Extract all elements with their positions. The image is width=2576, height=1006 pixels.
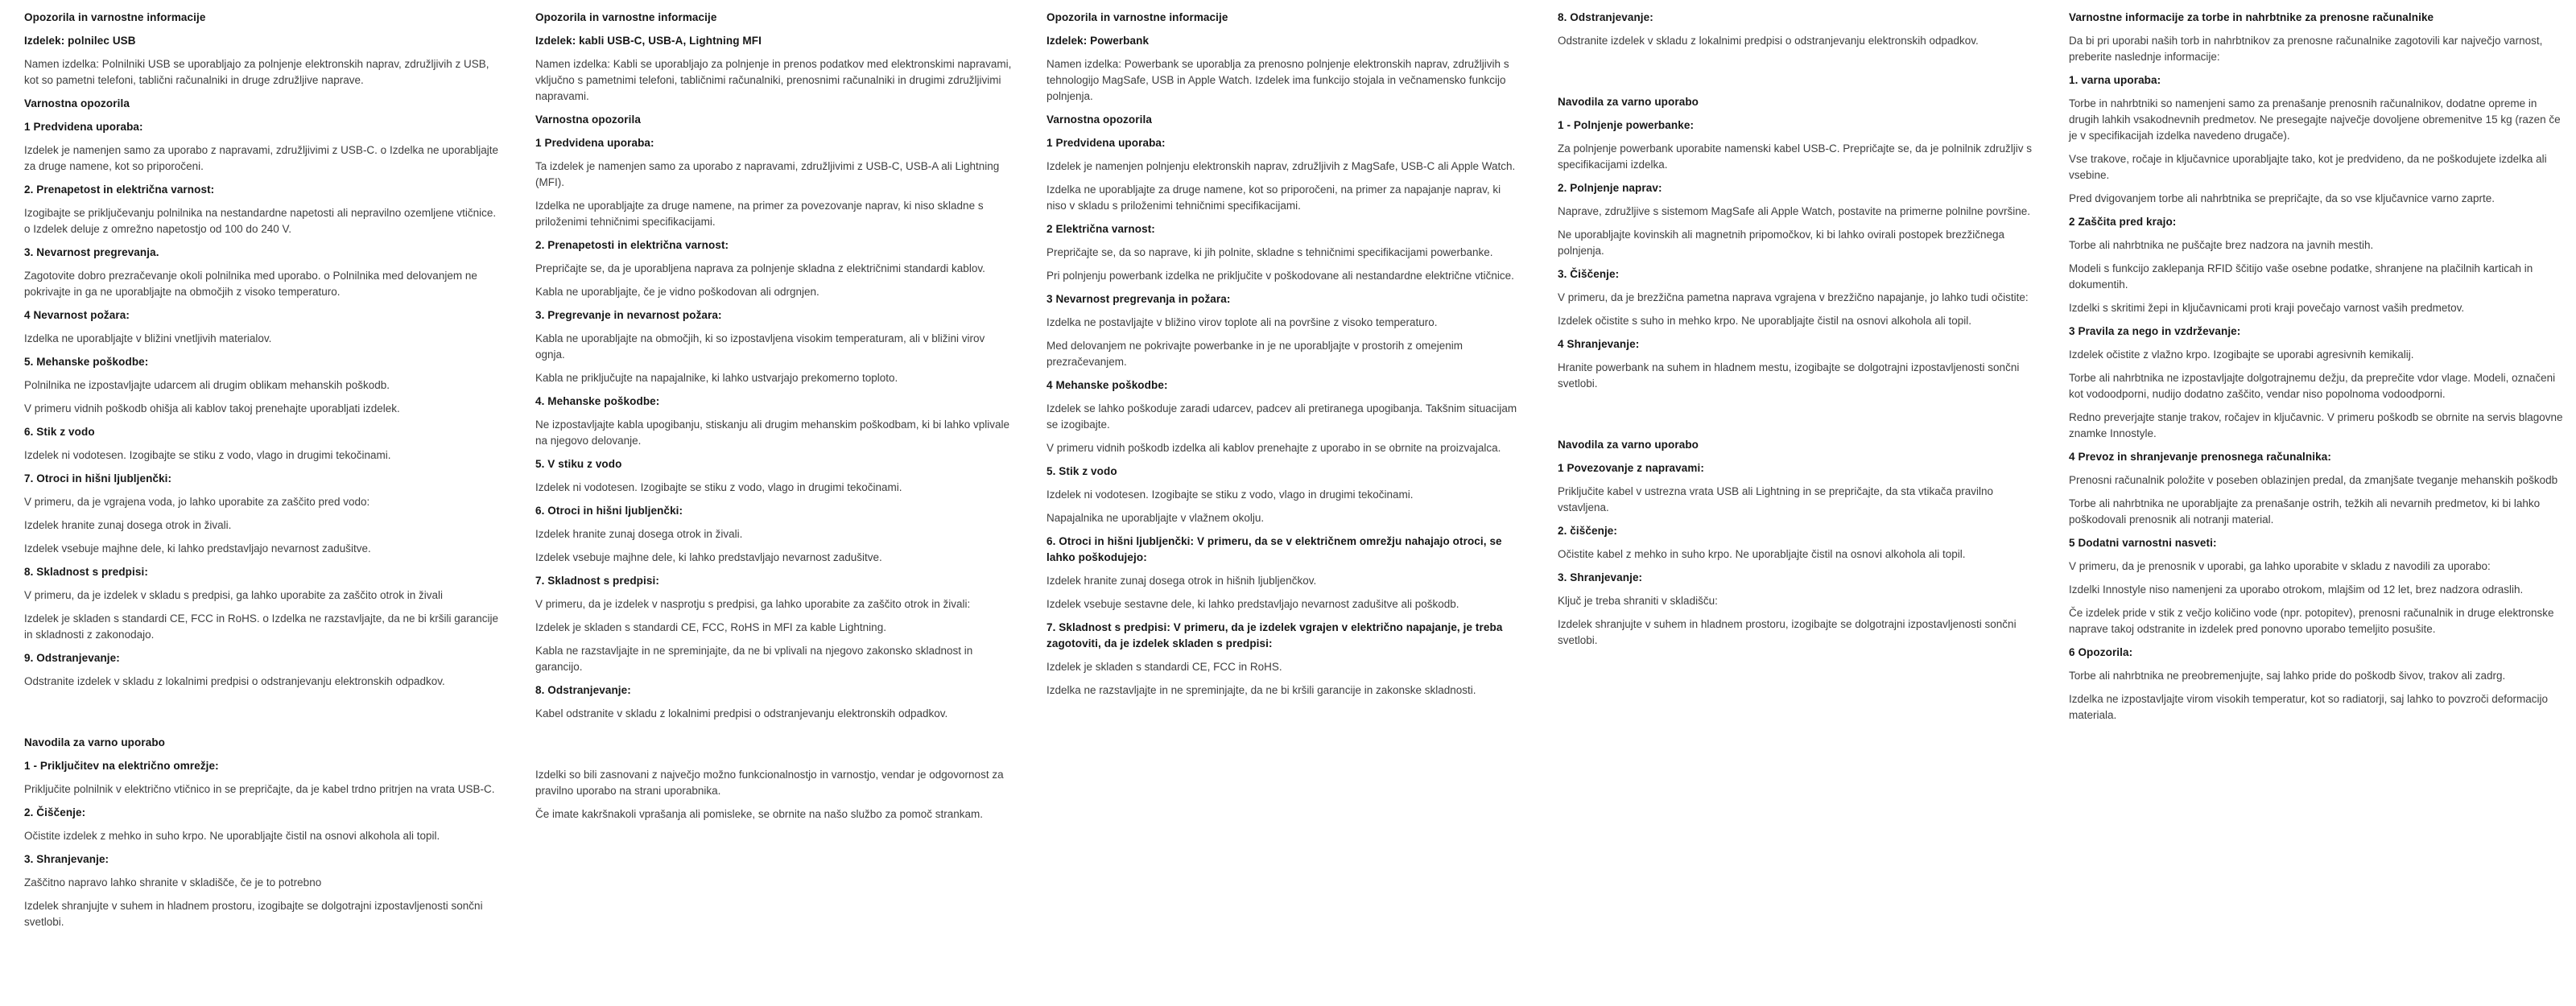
doc-heading: Varnostna opozorila: [1046, 113, 1152, 126]
doc-heading: 2. Prenapetosti in električna varnost:: [535, 239, 729, 251]
doc-heading: 4 Nevarnost požara:: [24, 309, 130, 321]
doc-column-5: [2069, 10, 2568, 731]
doc-heading: Navodila za varno uporabo: [1558, 439, 1699, 451]
doc-paragraph: Izdelka ne uporabljajte v bližini vnetljivih materialov.: [24, 332, 272, 344]
doc-paragraph: Kabla ne uporabljajte na območjih, ki so izpostavljena visokim temperaturam, ali v bližini virov ognja.: [535, 332, 985, 361]
doc-paragraph: Izdelek shranjujte v suhem in hladnem prostoru, izogibajte se dolgotrajni izpostavljenosti sončni svetlobi.: [1558, 618, 2017, 646]
doc-paragraph: Torbe ali nahrbtnika ne puščajte brez nadzora na javnih mestih.: [2069, 239, 2374, 251]
doc-column-1: [24, 10, 501, 938]
doc-heading: 1. varna uporaba:: [2069, 74, 2161, 86]
doc-paragraph: Izdelek je skladen s standardi CE, FCC in RoHS. o Izdelka ne razstavljajte, da ne bi kršili garancije in skladnosti z zakonodajo.: [24, 612, 499, 641]
doc-paragraph: Če izdelek pride v stik z večjo količino vode (npr. potopitev), prenosni računalnik in druge elektronske naprave takoj odstranite in izdelek pred ponovno uporabo temeljito posušite.: [2069, 607, 2554, 635]
doc-paragraph: Med delovanjem ne pokrivajte powerbanke in je ne uporabljajte v prostorih z omejenim prezračevanjem.: [1046, 340, 1463, 368]
doc-paragraph: Izdelek hranite zunaj dosega otrok in živali.: [24, 519, 232, 531]
doc-paragraph: V primeru, da je vgrajena voda, jo lahko uporabite za zaščito pred vodo:: [24, 496, 370, 508]
doc-paragraph: Ključ je treba shraniti v skladišču:: [1558, 595, 1718, 607]
doc-paragraph: Za polnjenje powerbank uporabite namenski kabel USB-C. Prepričajte se, da je polnilnik združljiv s specifikacijami izdelka.: [1558, 142, 2033, 171]
doc-heading: Navodila za varno uporabo: [1558, 96, 1699, 108]
doc-paragraph: Izdelek vsebuje majhne dele, ki lahko predstavljajo nevarnost zadušitve.: [24, 542, 371, 555]
doc-paragraph: Izdelka ne postavljajte v bližino virov toplote ali na površine z visoko temperaturo.: [1046, 316, 1438, 328]
doc-paragraph: Torbe ali nahrbtnika ne uporabljajte za prenašanje ostrih, težkih ali nevarnih predmetov, ki bi lahko poškodovali prenosnik ali notranji material.: [2069, 497, 2541, 526]
doc-heading: 1 Predvidena uporaba:: [24, 121, 143, 133]
doc-column-4: [1558, 10, 2034, 656]
doc-heading: 3. Čiščenje:: [1558, 268, 1620, 280]
doc-heading: 3 Nevarnost pregrevanja in požara:: [1046, 293, 1231, 305]
doc-paragraph: Izdelka ne uporabljajte za druge namene, kot so priporočeni, na primer za napajanje naprav, ki niso v skladu s priloženimi tehničnimi specifikacijami.: [1046, 183, 1501, 212]
doc-heading: 9. Odstranjevanje:: [24, 652, 120, 664]
doc-paragraph: Torbe ali nahrbtnika ne preobremenjujte, saj lahko pride do poškodb šivov, trakov ali zadrg.: [2069, 670, 2506, 682]
doc-heading: Opozorila in varnostne informacije: [535, 11, 717, 23]
doc-heading: Opozorila in varnostne informacije: [1046, 11, 1228, 23]
doc-heading: Izdelek: Powerbank: [1046, 35, 1150, 47]
doc-heading: 3 Pravila za nego in vzdrževanje:: [2069, 325, 2241, 337]
doc-heading: 5. Stik z vodo: [1046, 465, 1117, 477]
doc-paragraph: Izdelek ni vodotesen. Izogibajte se stiku z vodo, vlago in drugimi tekočinami.: [535, 481, 902, 493]
doc-paragraph: Izdelek vsebuje sestavne dele, ki lahko predstavljajo nevarnost zadušitve ali poškodb.: [1046, 598, 1459, 610]
doc-heading: Varnostne informacije za torbe in nahrbtnike za prenosne računalnike: [2069, 11, 2434, 23]
doc-paragraph: Da bi pri uporabi naših torb in nahrbtnikov za prenosne računalnike zagotovili kar največjo varnost, preberite naslednje informacije:: [2069, 35, 2543, 63]
doc-paragraph: Izdelki so bili zasnovani z največjo možno funkcionalnostjo in varnostjo, vendar je odgovornost za pravilno uporabo na strani uporabnika.: [535, 769, 1004, 797]
doc-paragraph: Izdelek ni vodotesen. Izogibajte se stiku z vodo, vlago in drugimi tekočinami.: [24, 449, 391, 461]
doc-heading: 6. Otroci in hišni ljubljenčki: V primeru, da se v električnem omrežju nahajajo otroci, se lahko poškodujejo:: [1046, 535, 1502, 563]
doc-heading: 6 Opozorila:: [2069, 646, 2133, 658]
doc-heading: Varnostna opozorila: [535, 113, 641, 126]
doc-paragraph: Izdelek je namenjen samo za uporabo z napravami, združljivimi z USB-C. o Izdelka ne uporabljajte za druge namene, kot so priporočeni.: [24, 144, 499, 172]
doc-heading: 3. Shranjevanje:: [24, 853, 109, 865]
doc-paragraph: V primeru, da je brezžična pametna naprava vgrajena v brezžično napajanje, jo lahko tudi očistite:: [1558, 291, 2029, 303]
doc-paragraph: V primeru, da je izdelek v nasprotju s predpisi, ga lahko uporabite za zaščito otrok in živali:: [535, 598, 971, 610]
doc-heading: 8. Odstranjevanje:: [535, 684, 631, 696]
doc-column-2: [535, 10, 1012, 830]
doc-paragraph: Izdelek vsebuje majhne dele, ki lahko predstavljajo nevarnost zadušitve.: [535, 551, 882, 563]
doc-paragraph: Kabel odstranite v skladu z lokalnimi predpisi o odstranjevanju elektronskih odpadkov.: [535, 707, 948, 719]
doc-paragraph: Namen izdelka: Powerbank se uporablja za prenosno polnjenje elektronskih naprav, združljivih s tehnologijo MagSafe, USB in Apple Watch. Izdelek ima funkcijo stojala in večnamensko funkcijo polnjenja.: [1046, 58, 1509, 102]
doc-heading: 2. Prenapetost in električna varnost:: [24, 183, 215, 196]
doc-heading: Izdelek: kabli USB-C, USB-A, Lightning MFI: [535, 35, 762, 47]
doc-heading: 2 Električna varnost:: [1046, 223, 1155, 235]
doc-paragraph: Redno preverjajte stanje trakov, ročajev in ključavnic. V primeru poškodb se obrnite na servis blagovne znamke Innostyle.: [2069, 411, 2563, 439]
doc-heading: Opozorila in varnostne informacije: [24, 11, 206, 23]
doc-paragraph: Kabla ne razstavljajte in ne spreminjajte, da ne bi vplivali na njegovo zakonsko skladnost in garancijo.: [535, 645, 973, 673]
doc-heading: 3. Nevarnost pregrevanja.: [24, 246, 159, 258]
doc-paragraph: Izdelek shranjujte v suhem in hladnem prostoru, izogibajte se dolgotrajni izpostavljenosti sončni svetlobi.: [24, 900, 483, 928]
doc-paragraph: Izdelek hranite zunaj dosega otrok in živali.: [535, 528, 743, 540]
doc-paragraph: Izdelki s skritimi žepi in ključavnicami proti kraji povečajo varnost vaših predmetov.: [2069, 302, 2465, 314]
doc-heading: 5 Dodatni varnostni nasveti:: [2069, 537, 2217, 549]
doc-heading: 2 Zaščita pred krajo:: [2069, 216, 2177, 228]
doc-paragraph: Izdelka ne uporabljajte za druge namene, na primer za povezovanje naprav, ki niso skladne s priloženimi tehničnimi specifikacijami.: [535, 200, 984, 228]
doc-paragraph: Zaščitno napravo lahko shranite v skladišče, če je to potrebno: [24, 876, 322, 888]
doc-paragraph: Izdelek očistite z vlažno krpo. Izogibajte se uporabi agresivnih kemikalij.: [2069, 348, 2414, 361]
doc-paragraph: Napajalnika ne uporabljajte v vlažnem okolju.: [1046, 512, 1265, 524]
doc-paragraph: Odstranite izdelek v skladu z lokalnimi predpisi o odstranjevanju elektronskih odpadkov.: [24, 675, 445, 687]
doc-paragraph: Če imate kakršnakoli vprašanja ali pomisleke, se obrnite na našo službo za pomoč strankam.: [535, 808, 984, 820]
doc-heading: 6. Otroci in hišni ljubljenčki:: [535, 505, 683, 517]
doc-heading: 5. Mehanske poškodbe:: [24, 356, 149, 368]
doc-paragraph: Očistite izdelek z mehko in suho krpo. Ne uporabljajte čistil na osnovi alkohola ali topil.: [24, 830, 440, 842]
doc-paragraph: V primeru vidnih poškodb izdelka ali kablov prenehajte z uporabo in se obrnite na proizvajalca.: [1046, 442, 1501, 454]
doc-heading: 4 Prevoz in shranjevanje prenosnega računalnika:: [2069, 451, 2331, 463]
doc-heading: Izdelek: polnilec USB: [24, 35, 136, 47]
doc-paragraph: Izdelek je skladen s standardi CE, FCC, RoHS in MFI za kable Lightning.: [535, 621, 886, 633]
doc-heading: 3. Shranjevanje:: [1558, 571, 1643, 583]
doc-paragraph: Pri polnjenju powerbank izdelka ne priključite v poškodovane ali nestandardne električne vtičnice.: [1046, 270, 1514, 282]
doc-heading: 7. Skladnost s predpisi: V primeru, da je izdelek vgrajen v električno napajanje, je treba zagotoviti, da je izdelek skladen s predpisi:: [1046, 621, 1503, 649]
doc-paragraph: Izdelek hranite zunaj dosega otrok in hišnih ljubljenčkov.: [1046, 575, 1317, 587]
doc-paragraph: Polnilnika ne izpostavljajte udarcem ali drugim oblikam mehanskih poškodb.: [24, 379, 390, 391]
doc-paragraph: Ne uporabljajte kovinskih ali magnetnih pripomočkov, ki bi lahko ovirali postopek brezžičnega polnjenja.: [1558, 229, 2005, 257]
doc-paragraph: Zagotovite dobro prezračevanje okoli polnilnika med uporabo. o Polnilnika med delovanjem ne pokrivajte in ga ne uporabljajte na območjih z visoko temperaturo.: [24, 270, 477, 298]
doc-paragraph: Torbe ali nahrbtnika ne izpostavljajte dolgotrajnemu dežju, da preprečite vdor vlage. Modeli, označeni kot vodoodporni, nudijo dodatno zaščito, vendar niso popolnoma vodoodporni.: [2069, 372, 2556, 400]
doc-paragraph: Odstranite izdelek v skladu z lokalnimi predpisi o odstranjevanju elektronskih odpadkov.: [1558, 35, 1979, 47]
doc-paragraph: V primeru, da je prenosnik v uporabi, ga lahko uporabite v skladu z navodili za uporabo:: [2069, 560, 2491, 572]
doc-heading: 1 Predvidena uporaba:: [1046, 137, 1166, 149]
doc-paragraph: Pred dvigovanjem torbe ali nahrbtnika se prepričajte, da so vse ključavnice varno zaprte.: [2069, 192, 2496, 204]
doc-heading: 4. Mehanske poškodbe:: [535, 395, 660, 407]
doc-heading: 7. Skladnost s predpisi:: [535, 575, 659, 587]
doc-heading: 2. čiščenje:: [1558, 525, 1617, 537]
doc-paragraph: Priključite polnilnik v električno vtičnico in se prepričajte, da je kabel trdno pritrjen na vrata USB-C.: [24, 783, 495, 795]
doc-paragraph: V primeru, da je izdelek v skladu s predpisi, ga lahko uporabite za zaščito otrok in živali: [24, 589, 444, 601]
doc-paragraph: Izdelka ne razstavljajte in ne spreminjajte, da ne bi kršili garancije in zakonske skladnosti.: [1046, 684, 1476, 696]
doc-heading: 8. Skladnost s predpisi:: [24, 566, 148, 578]
doc-paragraph: Izdelki Innostyle niso namenjeni za uporabo otrokom, mlajšim od 12 let, brez nadzora odraslih.: [2069, 583, 2524, 596]
doc-heading: 3. Pregrevanje in nevarnost požara:: [535, 309, 722, 321]
doc-paragraph: Prenosni računalnik položite v poseben oblazinjen predal, da zmanjšate tveganje mehanskih poškodb: [2069, 474, 2558, 486]
doc-heading: 2. Čiščenje:: [24, 806, 86, 818]
doc-heading: 1 - Polnjenje powerbanke:: [1558, 119, 1695, 131]
doc-paragraph: Modeli s funkcijo zaklepanja RFID ščitijo vaše osebne podatke, shranjene na plačilnih karticah in dokumentih.: [2069, 262, 2533, 291]
doc-heading: 4 Mehanske poškodbe:: [1046, 379, 1168, 391]
doc-paragraph: Izdelka ne izpostavljajte virom visokih temperatur, kot so radiatorji, saj lahko to povzroči deformacijo materiala.: [2069, 693, 2549, 721]
doc-paragraph: Priključite kabel v ustrezna vrata USB ali Lightning in se prepričajte, da sta vtikača pravilno vstavljena.: [1558, 485, 1994, 513]
doc-paragraph: Torbe in nahrbtniki so namenjeni samo za prenašanje prenosnih računalnikov, dodatne opreme in drugih lahkih vsakodnevnih predmetov. Ne presegajte največje dovoljene obremenitve 15 kg (razen če je v specifikacijah izdelka navedeno drugače).: [2069, 97, 2561, 142]
doc-heading: 1 - Priključitev na električno omrežje:: [24, 760, 219, 772]
doc-paragraph: Izdelek ni vodotesen. Izogibajte se stiku z vodo, vlago in drugimi tekočinami.: [1046, 489, 1414, 501]
doc-paragraph: Kabla ne priključujte na napajalnike, ki lahko ustvarjajo prekomerno toploto.: [535, 372, 898, 384]
doc-heading: 1 Povezovanje z napravami:: [1558, 462, 1704, 474]
doc-column-3: [1046, 10, 1523, 706]
doc-paragraph: Ta izdelek je namenjen samo za uporabo z napravami, združljivimi z USB-C, USB-A ali Lightning (MFI).: [535, 160, 1000, 188]
doc-paragraph: Izdelek očistite s suho in mehko krpo. Ne uporabljajte čistil na osnovi alkohola ali topil.: [1558, 315, 1972, 327]
doc-paragraph: Izdelek je skladen s standardi CE, FCC in RoHS.: [1046, 661, 1282, 673]
doc-paragraph: Prepričajte se, da so naprave, ki jih polnite, skladne s tehničnimi specifikacijami powerbanke.: [1046, 246, 1493, 258]
doc-paragraph: V primeru vidnih poškodb ohišja ali kablov takoj prenehajte uporabljati izdelek.: [24, 402, 400, 414]
doc-paragraph: Naprave, združljive s sistemom MagSafe ali Apple Watch, postavite na primerne polnilne površine.: [1558, 205, 2031, 217]
doc-paragraph: Izdelek se lahko poškoduje zaradi udarcev, padcev ali pretiranega upogibanja. Takšnim situacijam se izogibajte.: [1046, 402, 1517, 431]
doc-heading: Navodila za varno uporabo: [24, 736, 166, 748]
doc-paragraph: Kabla ne uporabljajte, če je vidno poškodovan ali odrgnjen.: [535, 286, 819, 298]
doc-paragraph: Hranite powerbank na suhem in hladnem mestu, izogibajte se dolgotrajni izpostavljenosti sončni svetlobi.: [1558, 361, 2020, 390]
doc-heading: 2. Polnjenje naprav:: [1558, 182, 1662, 194]
doc-paragraph: Namen izdelka: Kabli se uporabljajo za polnjenje in prenos podatkov med elektronskimi napravami, vključno s pametnimi telefoni, tabličnimi računalniki, prenosnimi računalniki in drugimi združljivimi napravami.: [535, 58, 1012, 102]
doc-paragraph: Izdelek je namenjen polnjenju elektronskih naprav, združljivih z MagSafe, USB-C ali Apple Watch.: [1046, 160, 1516, 172]
doc-heading: 4 Shranjevanje:: [1558, 338, 1640, 350]
doc-paragraph: Očistite kabel z mehko in suho krpo. Ne uporabljajte čistil na osnovi alkohola ali topil.: [1558, 548, 1966, 560]
doc-paragraph: Vse trakove, ročaje in ključavnice uporabljajte tako, kot je predvideno, da ne poškodujete izdelka ali vsebine.: [2069, 153, 2547, 181]
doc-heading: 7. Otroci in hišni ljubljenčki:: [24, 472, 172, 484]
doc-heading: 1 Predvidena uporaba:: [535, 137, 654, 149]
doc-heading: Varnostna opozorila: [24, 97, 130, 109]
doc-heading: 8. Odstranjevanje:: [1558, 11, 1653, 23]
doc-heading: 5. V stiku z vodo: [535, 458, 622, 470]
doc-paragraph: Namen izdelka: Polnilniki USB se uporabljajo za polnjenje elektronskih naprav, združljivih z USB, kot so pametni telefoni, tablični računalniki in druge združljive naprave.: [24, 58, 489, 86]
doc-heading: 6. Stik z vodo: [24, 426, 95, 438]
doc-paragraph: Prepričajte se, da je uporabljena naprava za polnjenje skladna z električnimi standardi kablov.: [535, 262, 985, 274]
doc-paragraph: Ne izpostavljajte kabla upogibanju, stiskanju ali drugim mehanskim poškodbam, ki bi lahko vplivale na njegovo delovanje.: [535, 418, 1010, 447]
doc-paragraph: Izogibajte se priključevanju polnilnika na nestandardne napetosti ali nepravilno ozemljene vtičnice. o Izdelek deluje z omrežno napetostjo od 100 do 240 V.: [24, 207, 497, 235]
